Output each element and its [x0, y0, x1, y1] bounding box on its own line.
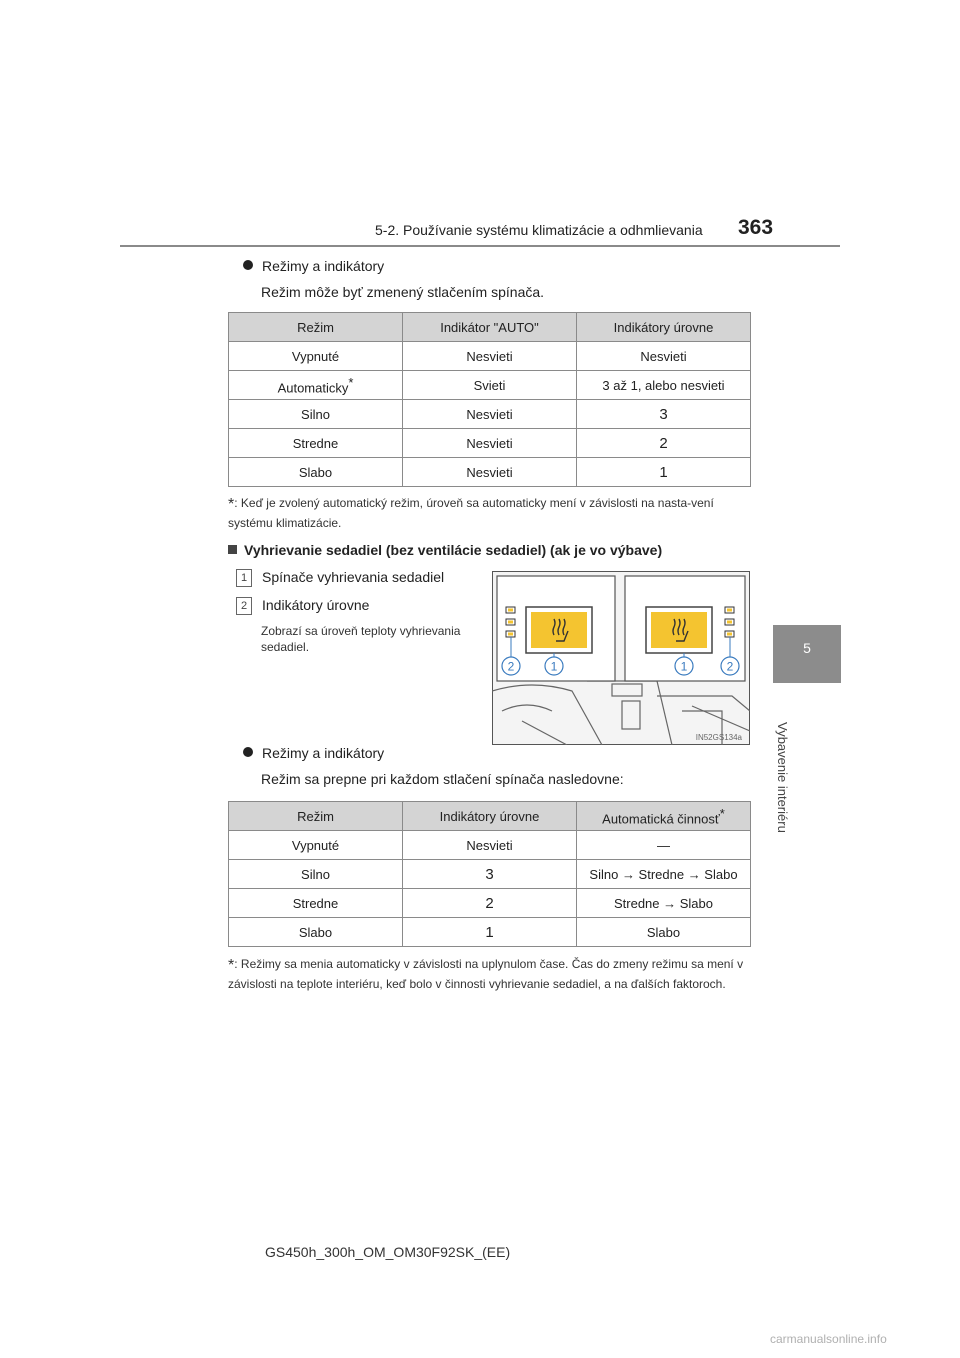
chapter-title-vertical [775, 722, 804, 833]
table-cell: 3 [577, 400, 751, 429]
table-row [229, 918, 751, 947]
table-cell: 1 [577, 458, 751, 487]
legend-item-2 [236, 597, 369, 615]
bullet-dot-icon [243, 747, 253, 757]
table-header-cell: Indikátor "AUTO" [403, 313, 577, 342]
footnote-2 [228, 955, 750, 994]
table-header-cell: Indikátory úrovne [577, 313, 751, 342]
table-cell: Nesvieti [403, 400, 577, 429]
callout-number: 1 [236, 569, 252, 587]
watermark: carmanualsonline.info [770, 1332, 887, 1346]
section-title: 5-2. Používanie systému klimatizácie a odhmlievania [375, 222, 703, 238]
modes-table-2 [228, 801, 751, 947]
footnote-1 [228, 494, 750, 533]
table-header-cell [577, 802, 751, 831]
bullet-modes-1 [243, 258, 384, 274]
header-divider [120, 245, 840, 247]
table-cell: 2 [577, 429, 751, 458]
table-cell: 3 až 1, alebo nesvieti [577, 371, 751, 400]
callout-label: 2 [507, 659, 515, 674]
callout-label: 2 [726, 659, 734, 674]
auto-operation-header: Automatická činnosť [602, 811, 720, 827]
document-code: GS450h_300h_OM_OM30F92SK_(EE) [265, 1244, 511, 1260]
bullet-modes-2-label: Režimy a indikátory [262, 745, 385, 761]
legend-item-label: Indikátory úrovne [262, 597, 370, 613]
legend-item-1 [236, 569, 444, 587]
chapter-number: 5 [803, 640, 811, 656]
footnote-1-text: : Keď je zvolený automatický režim, úroveň sa automaticky mení v závislosti na nasta-vení systému klimatizácie. [228, 496, 714, 530]
table-cell: Nesvieti [577, 342, 751, 371]
table-header-cell: Indikátory úrovne [403, 802, 577, 831]
bullet-dot-icon [243, 260, 253, 270]
table-row [229, 831, 751, 860]
callout-label: 1 [550, 659, 558, 674]
footnote-star: * [228, 496, 235, 513]
table-cell: Silno → Stredne → Slabo [577, 860, 751, 889]
bullet-modes-1-label: Režimy a indikátory [262, 258, 385, 274]
table-cell: Silno [229, 400, 403, 429]
section-heading-text: Vyhrievanie sedadiel (bez ventilácie sedadiel) (ak je vo výbave) [244, 542, 663, 558]
modes-table-1 [228, 312, 751, 487]
table-cell [229, 371, 403, 400]
table-cell: Nesvieti [403, 831, 577, 860]
table-row [229, 429, 751, 458]
table-cell: Nesvieti [403, 429, 577, 458]
block2-text: Režim sa prepne pri každom stlačení spínača nasledovne: [261, 771, 624, 787]
table-cell: Silno [229, 860, 403, 889]
table-header-row [229, 313, 751, 342]
footnote-2-text: : Režimy sa menia automaticky v závislosti na uplynulom čase. Čas do zmeny režimu sa mení v závislosti na teplote interiéru, keď bolo v činnosti vyhrievanie sedadiel, a na ďalších faktoroch. [228, 957, 744, 991]
footnote-star: * [228, 957, 235, 974]
table-row [229, 860, 751, 889]
callout-label: 1 [680, 659, 688, 674]
footnote-marker: * [348, 374, 354, 390]
chapter-title: Vybavenie interiéru [775, 722, 790, 833]
table-row [229, 889, 751, 918]
seat-heater-illustration [492, 571, 750, 745]
legend-item-2-desc: Zobrazí sa úroveň teploty vyhrievania sedadiel. [261, 624, 461, 654]
table-header-cell: Režim [229, 802, 403, 831]
table-row [229, 342, 751, 371]
table-cell: Slabo [229, 918, 403, 947]
bullet-modes-2 [243, 745, 384, 761]
figure-code: IN52GS134a [695, 733, 742, 742]
table-row [229, 371, 751, 400]
table-cell: 2 [403, 889, 577, 918]
page-number: 363 [738, 216, 774, 239]
table-header-cell: Režim [229, 313, 403, 342]
table-cell: 1 [403, 918, 577, 947]
table-row [229, 458, 751, 487]
table-cell: Slabo [577, 918, 751, 947]
table-cell: Stredne [229, 889, 403, 918]
table-cell: Stredne → Slabo [577, 889, 751, 918]
table-cell: Vypnuté [229, 342, 403, 371]
legend-item-label: Spínače vyhrievania sedadiel [262, 569, 445, 585]
table-cell: Stredne [229, 429, 403, 458]
mode-auto-label: Automaticky [277, 380, 349, 396]
footnote-marker: * [719, 805, 725, 821]
table-cell: Nesvieti [403, 458, 577, 487]
table-row [229, 400, 751, 429]
table-cell: Vypnuté [229, 831, 403, 860]
table-cell: Slabo [229, 458, 403, 487]
table-cell: Nesvieti [403, 342, 577, 371]
table-cell: 3 [403, 860, 577, 889]
callout-number: 2 [236, 597, 252, 615]
section-heading [228, 542, 662, 558]
table-header-row [229, 802, 751, 831]
block1-text: Režim môže byť zmenený stlačením spínača. [261, 284, 545, 300]
table-cell: — [577, 831, 751, 860]
table-cell: Svieti [403, 371, 577, 400]
section-square-icon [228, 545, 237, 554]
